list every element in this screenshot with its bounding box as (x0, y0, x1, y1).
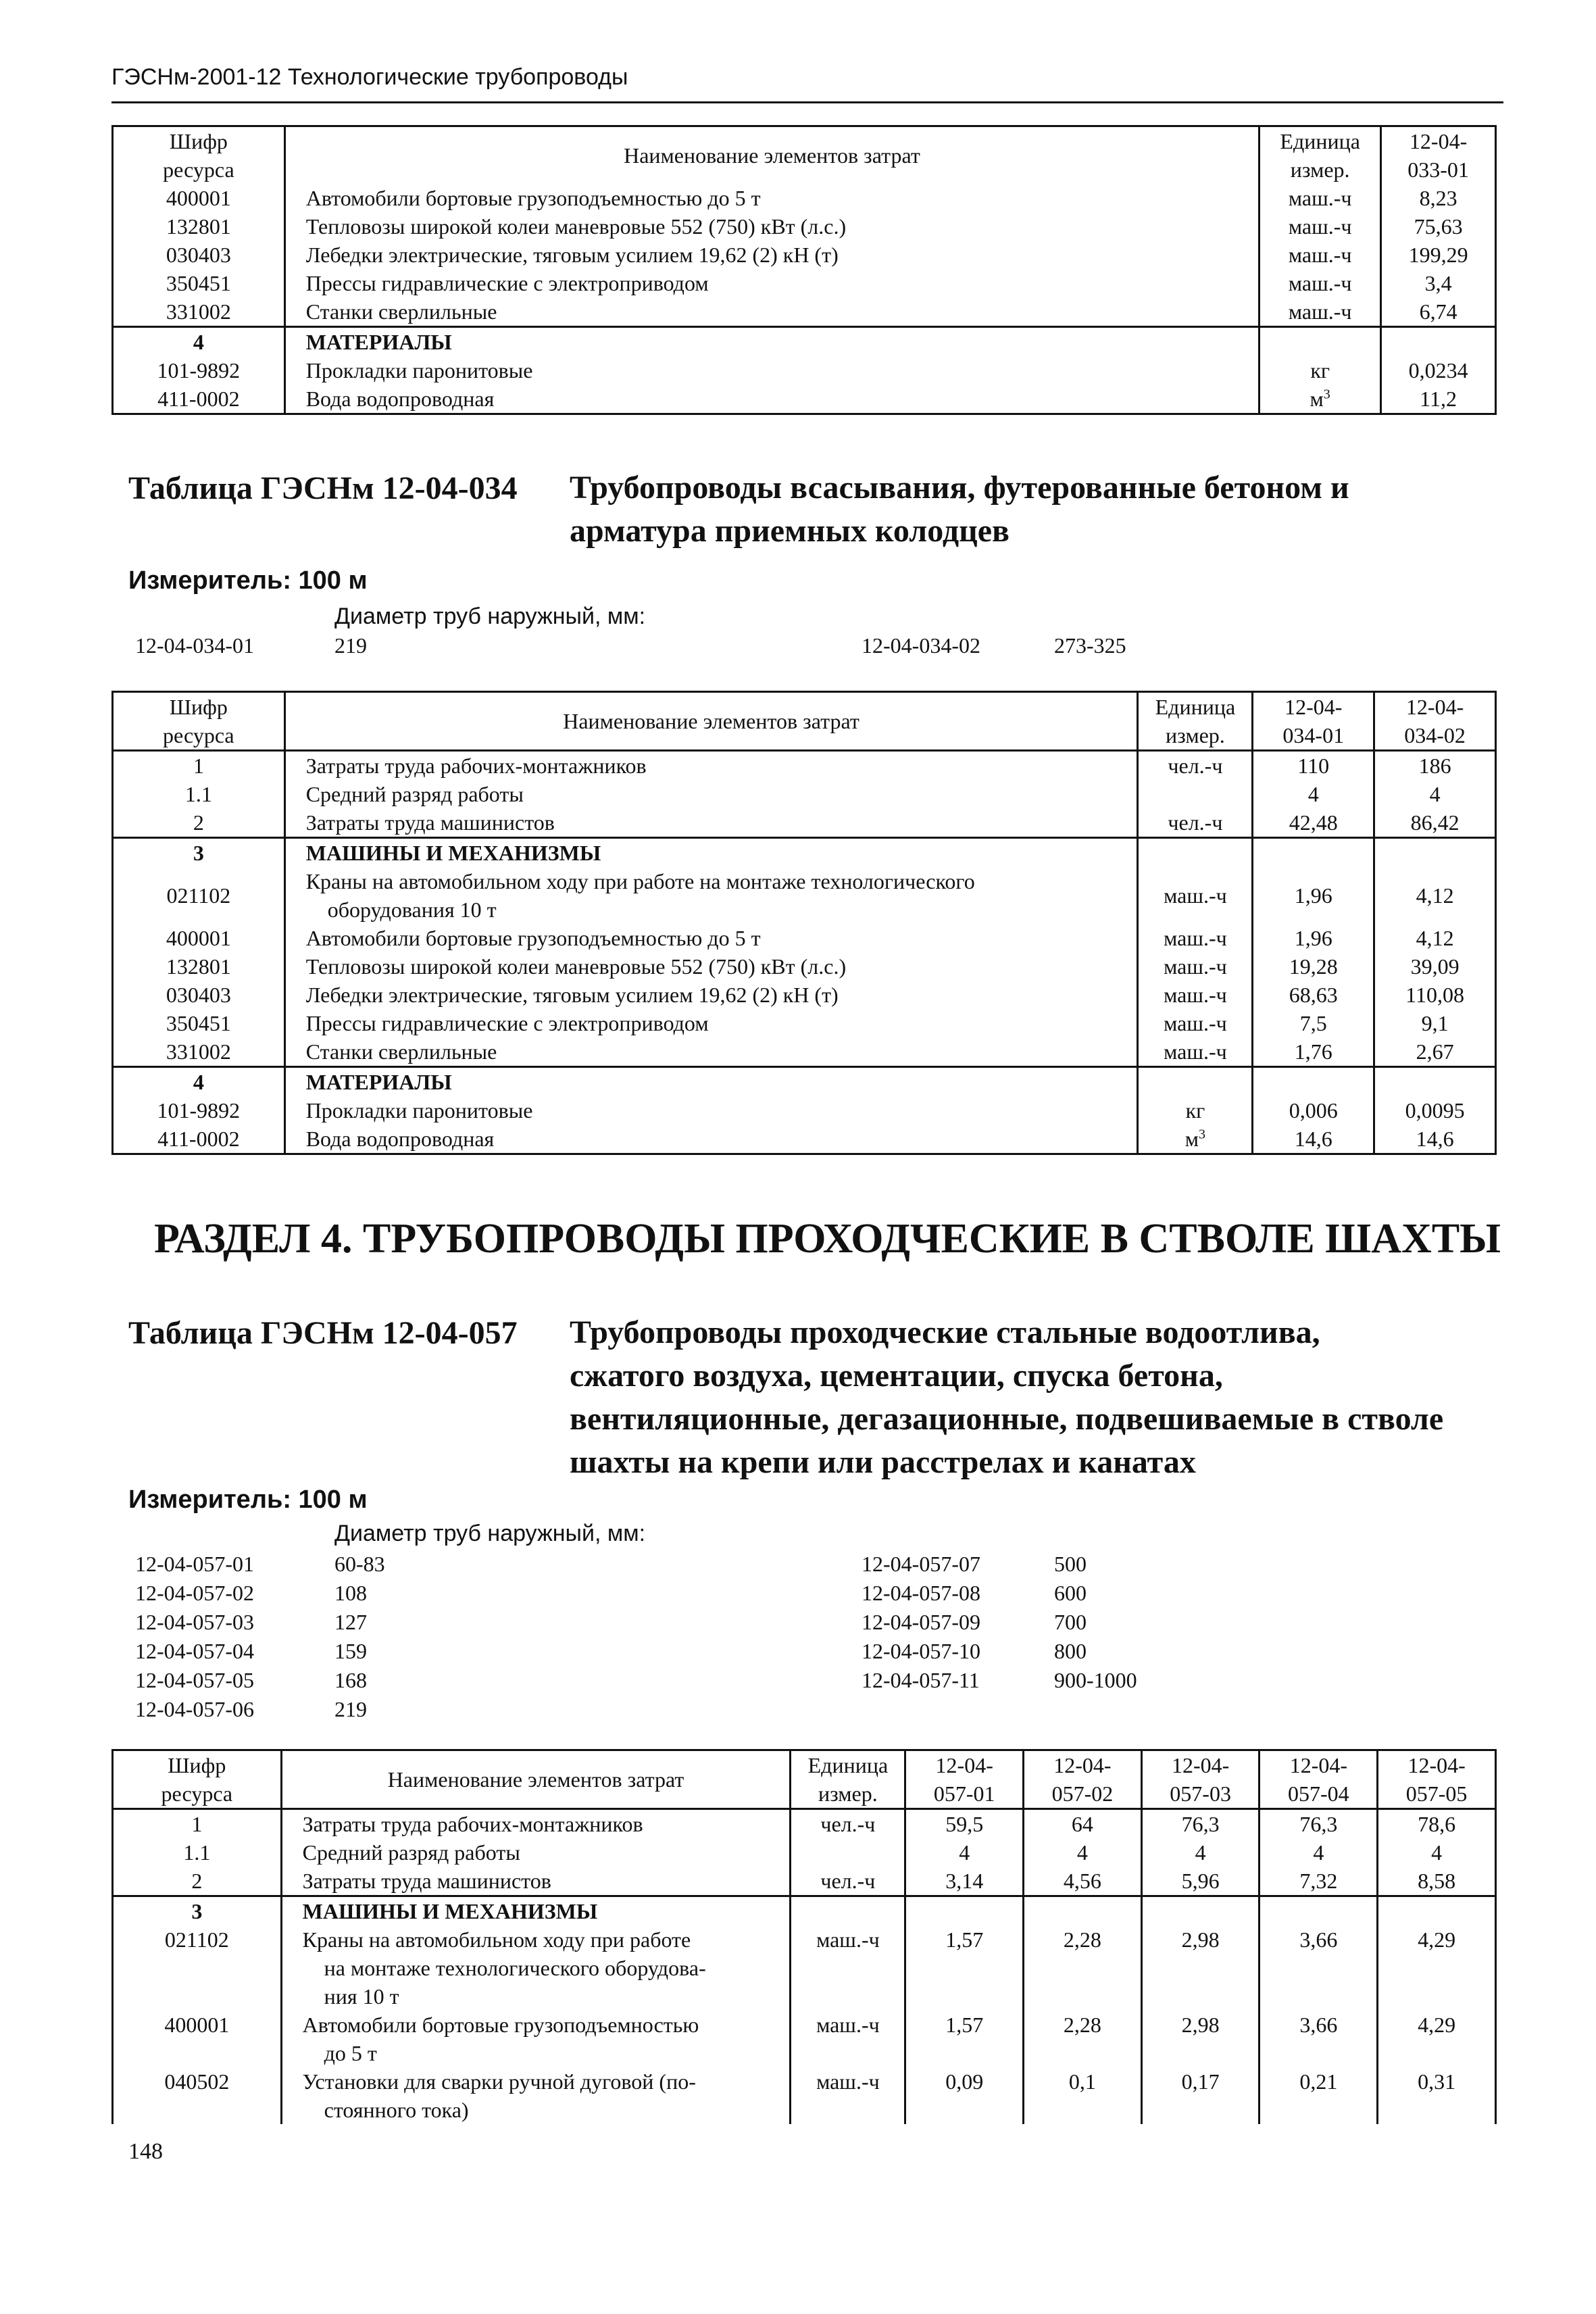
table-057-title-2: сжатого воздуха, цементации, спуска бетона, (570, 1358, 1223, 1394)
col-name-header: Наименование элементов затрат (284, 692, 1138, 751)
value-cell: 59,5 (905, 1809, 1024, 1839)
resource-name: Средний разряд работы (281, 1838, 791, 1867)
resource-unit (1138, 1037, 1253, 1067)
table-034 (111, 691, 1497, 1155)
resource-unit (1260, 297, 1381, 327)
resource-unit (1260, 269, 1381, 297)
unit-text: маш.-ч (1164, 1039, 1227, 1064)
value-cell: 1,96 (1253, 867, 1374, 924)
resource-name: Тепловозы широкой колеи маневровые 552 (750) кВт (л.с.) (284, 212, 1260, 241)
resource-name: Лебедки электрические, тяговым усилием 19,62 (2) кН (т) (284, 241, 1260, 269)
resource-name-line: Краны на автомобильном ходу при работе на монтаже технологического (305, 869, 975, 893)
value-cell: 110 (1253, 751, 1374, 781)
variant-code: 12-04-057-04 (135, 1639, 254, 1663)
col-v5-header: 12-04- 057-05 (1378, 1750, 1496, 1809)
resource-code: 2 (113, 1867, 282, 1896)
resource-name-line: Затраты труда машинистов (305, 810, 555, 835)
unit-text: маш.-ч (1288, 186, 1352, 210)
resource-code: 101-9892 (113, 356, 285, 385)
resource-name-line: Автомобили бортовые грузоподъемностью до 5 т (305, 926, 761, 950)
table-row (113, 297, 1496, 327)
resource-name: Прессы гидравлические с электроприводом (284, 269, 1260, 297)
resource-name-line: Тепловозы широкой колеи маневровые 552 (750) кВт (л.с.) (305, 954, 847, 979)
value-cell: 4,56 (1024, 1867, 1142, 1896)
value-cell: 2,28 (1024, 1925, 1142, 2011)
resource-unit (1260, 385, 1381, 414)
resource-unit (1138, 1125, 1253, 1154)
resource-name: Станки сверлильные (284, 297, 1260, 327)
resource-name: Прокладки паронитовые (284, 356, 1260, 385)
variant-value: 500 (1054, 1552, 1087, 1576)
resource-code: 021102 (113, 1925, 282, 2011)
value-cell: 1,76 (1253, 1037, 1374, 1067)
resource-code: 411-0002 (113, 1125, 285, 1154)
resource-name: Затраты труда рабочих-монтажников (281, 1809, 791, 1839)
variant-value: 800 (1054, 1639, 1087, 1663)
unit-text: маш.-ч (1164, 883, 1227, 908)
table-row (113, 751, 1496, 781)
value-cell: 110,08 (1374, 981, 1496, 1009)
resource-code: 1 (113, 751, 285, 781)
resource-code: 400001 (113, 2011, 282, 2067)
resource-name: Затраты труда машинистов (281, 1867, 791, 1896)
value-cell: 199,29 (1381, 241, 1496, 269)
table-row (113, 1838, 1496, 1867)
variant-value: 273-325 (1054, 633, 1126, 658)
table-row (113, 1809, 1496, 1839)
value-cell: 2,98 (1141, 1925, 1260, 2011)
variant-code: 12-04-057-11 (862, 1668, 980, 1692)
resource-code: 1.1 (113, 780, 285, 808)
resource-name-line: Краны на автомобильном ходу при работе (302, 1927, 691, 1952)
table-057-diameter-caption: Диаметр труб наружный, мм: (334, 1521, 646, 1546)
value-cell: 0,09 (905, 2067, 1024, 2124)
table-row (113, 1096, 1496, 1125)
value-cell: 5,96 (1141, 1867, 1260, 1896)
col-v1-header: 12-04- 034-01 (1253, 692, 1374, 751)
group-name: МАШИНЫ И МЕХАНИЗМЫ (281, 1896, 791, 1926)
resource-name-line: Прессы гидравлические с электроприводом (305, 1011, 709, 1035)
resource-code: 331002 (113, 297, 285, 327)
value-cell: 3,4 (1381, 269, 1496, 297)
unit-superscript: 3 (1199, 1127, 1206, 1142)
col-unit-header: Единица измер. (1260, 126, 1381, 184)
table-row (113, 184, 1496, 212)
table-057-title-1: Трубопроводы проходческие стальные водоотлива, (570, 1314, 1320, 1350)
value-cell: 64 (1024, 1809, 1142, 1839)
col-v4-header: 12-04- 057-04 (1260, 1750, 1378, 1809)
table-row (113, 924, 1496, 952)
unit-superscript: 3 (1323, 387, 1330, 402)
resource-name: Вода водопроводная (284, 385, 1260, 414)
value-cell: 14,6 (1374, 1125, 1496, 1154)
table-033-header (113, 126, 1496, 184)
table-057-header (113, 1750, 1496, 1809)
value-cell: 1,57 (905, 1925, 1024, 2011)
table-row (113, 356, 1496, 385)
resource-name-line: до 5 т (324, 2041, 377, 2065)
variant-code: 12-04-057-02 (135, 1581, 254, 1605)
table-057-title-4: шахты на крепи или расстрелах и канатах (570, 1444, 1196, 1480)
value-cell: 14,6 (1253, 1125, 1374, 1154)
unit-text: маш.-ч (1164, 954, 1227, 979)
unit-text: чел.-ч (1168, 754, 1223, 778)
resource-code: 411-0002 (113, 385, 285, 414)
col-v2-header: 12-04- 034-02 (1374, 692, 1496, 751)
resource-unit (1260, 356, 1381, 385)
unit-text: маш.-ч (1288, 214, 1352, 239)
resource-unit: маш.-ч (791, 1925, 905, 2011)
unit-text: маш.-ч (1288, 271, 1352, 295)
table-row (113, 1867, 1496, 1896)
value-cell: 0,1 (1024, 2067, 1142, 2124)
col-v1-header: 12-04- 057-01 (905, 1750, 1024, 1809)
table-057 (111, 1749, 1497, 2124)
resource-unit (1260, 212, 1381, 241)
resource-unit (1138, 867, 1253, 924)
col-code-header: Шифр ресурса (113, 1750, 282, 1809)
variant-code: 12-04-057-09 (862, 1610, 980, 1634)
resource-code: 400001 (113, 924, 285, 952)
value-cell: 2,98 (1141, 2011, 1260, 2067)
resource-unit (1138, 808, 1253, 838)
value-cell: 86,42 (1374, 808, 1496, 838)
table-034-label: Таблица ГЭСНм 12-04-034 (128, 470, 518, 506)
value-cell: 6,74 (1381, 297, 1496, 327)
resource-code: 030403 (113, 981, 285, 1009)
resource-unit (1138, 981, 1253, 1009)
variant-code: 12-04-034-02 (862, 633, 980, 658)
section-title: РАЗДЕЛ 4. ТРУБОПРОВОДЫ ПРОХОДЧЕСКИЕ В СТВОЛЕ ШАХТЫ (154, 1216, 1501, 1262)
table-row (113, 1925, 1496, 2011)
value-cell: 39,09 (1374, 952, 1496, 981)
value-cell: 4 (1374, 780, 1496, 808)
variant-value: 600 (1054, 1581, 1087, 1605)
resource-name-line: оборудования 10 т (327, 897, 497, 922)
value-cell: 0,17 (1141, 2067, 1260, 2124)
table-row (113, 1009, 1496, 1037)
value-cell: 7,5 (1253, 1009, 1374, 1037)
group-name: МАТЕРИАЛЫ (284, 1067, 1138, 1097)
resource-name (284, 1009, 1138, 1037)
value-cell: 4 (1378, 1838, 1496, 1867)
variant-value: 127 (334, 1610, 367, 1634)
value-cell: 186 (1374, 751, 1496, 781)
table-057-label: Таблица ГЭСНм 12-04-057 (128, 1315, 518, 1351)
variant-code: 12-04-057-08 (862, 1581, 980, 1605)
resource-name-line: Прокладки паронитовые (305, 1098, 533, 1123)
value-cell: 1,96 (1253, 924, 1374, 952)
unit-text: маш.-ч (1164, 1011, 1227, 1035)
value-cell: 11,2 (1381, 385, 1496, 414)
variant-value: 60-83 (334, 1552, 385, 1576)
col-v2-header: 12-04- 057-02 (1024, 1750, 1142, 1809)
col-name-header: Наименование элементов затрат (284, 126, 1260, 184)
variant-value: 108 (334, 1581, 367, 1605)
value-cell: 76,3 (1141, 1809, 1260, 1839)
resource-name (284, 1037, 1138, 1067)
unit-text: чел.-ч (1168, 810, 1223, 835)
unit-text: маш.-ч (1164, 926, 1227, 950)
materials-group-row (113, 327, 1496, 357)
unit-text: м (1310, 387, 1324, 411)
unit-text: маш.-ч (1288, 299, 1352, 324)
resource-code: 400001 (113, 184, 285, 212)
resource-unit (1138, 1009, 1253, 1037)
table-row (113, 385, 1496, 414)
value-cell: 7,32 (1260, 1867, 1378, 1896)
resource-name-line: Средний разряд работы (305, 782, 524, 806)
table-034-header (113, 692, 1496, 751)
unit-text: кг (1310, 358, 1330, 383)
group-code: 3 (113, 838, 285, 868)
resource-code: 2 (113, 808, 285, 838)
value-cell: 3,14 (905, 1867, 1024, 1896)
value-cell: 0,006 (1253, 1096, 1374, 1125)
variant-value: 159 (334, 1639, 367, 1663)
resource-code: 132801 (113, 952, 285, 981)
resource-code: 040502 (113, 2067, 282, 2124)
resource-name (284, 751, 1138, 781)
unit-text: маш.-ч (1288, 243, 1352, 267)
header-rule (111, 101, 1503, 103)
value-cell: 42,48 (1253, 808, 1374, 838)
value-cell: 3,66 (1260, 1925, 1378, 2011)
col-v3-header: 12-04- 057-03 (1141, 1750, 1260, 1809)
machines-group-row (113, 838, 1496, 868)
value-cell: 1,57 (905, 2011, 1024, 2067)
unit-text: маш.-ч (1164, 983, 1227, 1007)
resource-name (284, 1096, 1138, 1125)
resource-name (281, 1925, 791, 2011)
value-cell: 8,23 (1381, 184, 1496, 212)
col-v1-header: 12-04- 033-01 (1381, 126, 1496, 184)
resource-name (284, 867, 1138, 924)
group-code: 3 (113, 1896, 282, 1926)
resource-unit (1138, 924, 1253, 952)
table-row (113, 212, 1496, 241)
resource-unit: маш.-ч (791, 2011, 905, 2067)
variant-code: 12-04-057-06 (135, 1697, 254, 1721)
value-cell: 4,12 (1374, 867, 1496, 924)
table-034-diameter-caption: Диаметр труб наружный, мм: (334, 604, 646, 629)
resource-name (284, 924, 1138, 952)
variant-code: 12-04-057-07 (862, 1552, 980, 1576)
resource-code: 331002 (113, 1037, 285, 1067)
value-cell: 19,28 (1253, 952, 1374, 981)
machines-group-row (113, 1896, 1496, 1926)
resource-name-line: стоянного тока) (324, 2098, 469, 2122)
value-cell: 2,28 (1024, 2011, 1142, 2067)
resource-unit (1138, 780, 1253, 808)
value-cell: 3,66 (1260, 2011, 1378, 2067)
group-code: 4 (113, 1067, 285, 1097)
resource-name (281, 2011, 791, 2067)
col-unit-header: Единица измер. (791, 1750, 905, 1809)
resource-name-line: на монтаже технологического оборудова- (324, 1956, 706, 1980)
col-code-header: Шифр ресурса (113, 126, 285, 184)
table-row (113, 981, 1496, 1009)
resource-unit: чел.-ч (791, 1809, 905, 1839)
table-row (113, 952, 1496, 981)
group-name: МАТЕРИАЛЫ (284, 327, 1260, 357)
resource-unit (1260, 184, 1381, 212)
table-057-title-3: вентиляционные, дегазационные, подвешиваемые в стволе (570, 1401, 1444, 1437)
col-unit-header: Единица измер. (1138, 692, 1253, 751)
resource-name-line: Затраты труда рабочих-монтажников (305, 754, 647, 778)
table-034-title-1: Трубопроводы всасывания, футерованные бетоном и (570, 470, 1349, 506)
group-code: 4 (113, 327, 285, 357)
value-cell: 9,1 (1374, 1009, 1496, 1037)
variant-value: 219 (334, 1697, 367, 1721)
col-code-header: Шифр ресурса (113, 692, 285, 751)
variant-code: 12-04-057-01 (135, 1552, 254, 1576)
resource-unit (1138, 1096, 1253, 1125)
table-row (113, 2011, 1496, 2067)
variant-value: 219 (334, 633, 367, 658)
unit-text: кг (1185, 1098, 1205, 1123)
table-row (113, 780, 1496, 808)
value-cell: 0,0234 (1381, 356, 1496, 385)
resource-name (284, 952, 1138, 981)
value-cell: 4,29 (1378, 1925, 1496, 2011)
unit-text: м (1184, 1127, 1199, 1151)
resource-unit (1138, 751, 1253, 781)
table-057-measure: Измеритель: 100 м (128, 1485, 368, 1514)
resource-unit (791, 1838, 905, 1867)
resource-code: 1 (113, 1809, 282, 1839)
value-cell: 4,29 (1378, 2011, 1496, 2067)
variant-code: 12-04-057-03 (135, 1610, 254, 1634)
value-cell: 68,63 (1253, 981, 1374, 1009)
value-cell: 4 (905, 1838, 1024, 1867)
table-row (113, 1125, 1496, 1154)
resource-name-line: Вода водопроводная (305, 1127, 495, 1151)
table-row (113, 808, 1496, 838)
materials-group-row (113, 1067, 1496, 1097)
value-cell: 4 (1260, 1838, 1378, 1867)
variant-value: 900-1000 (1054, 1668, 1137, 1692)
table-row (113, 2067, 1496, 2124)
col-name-header: Наименование элементов затрат (281, 1750, 791, 1809)
value-cell: 0,21 (1260, 2067, 1378, 2124)
table-033 (111, 125, 1497, 415)
variant-code: 12-04-034-01 (135, 633, 254, 658)
variant-value: 700 (1054, 1610, 1087, 1634)
value-cell: 4 (1253, 780, 1374, 808)
resource-name-line: Автомобили бортовые грузоподъемностью (302, 2013, 699, 2037)
resource-unit (1138, 952, 1253, 981)
variant-code: 12-04-057-05 (135, 1668, 254, 1692)
table-row (113, 269, 1496, 297)
resource-code: 132801 (113, 212, 285, 241)
value-cell: 78,6 (1378, 1809, 1496, 1839)
table-row (113, 867, 1496, 924)
value-cell: 0,0095 (1374, 1096, 1496, 1125)
table-row (113, 241, 1496, 269)
value-cell: 4 (1024, 1838, 1142, 1867)
value-cell: 8,58 (1378, 1867, 1496, 1896)
resource-name (281, 2067, 791, 2124)
resource-unit: чел.-ч (791, 1867, 905, 1896)
value-cell: 2,67 (1374, 1037, 1496, 1067)
resource-code: 030403 (113, 241, 285, 269)
resource-name (284, 780, 1138, 808)
resource-name: Автомобили бортовые грузоподъемностью до 5 т (284, 184, 1260, 212)
resource-name-line: Станки сверлильные (305, 1039, 497, 1064)
value-cell: 76,3 (1260, 1809, 1378, 1839)
variant-value: 168 (334, 1668, 367, 1692)
running-header: ГЭСНм-2001-12 Технологические трубопроводы (111, 64, 628, 90)
value-cell: 4,12 (1374, 924, 1496, 952)
resource-code: 101-9892 (113, 1096, 285, 1125)
resource-unit (1260, 241, 1381, 269)
resource-name-line: ния 10 т (324, 1984, 399, 2009)
resource-code: 021102 (113, 867, 285, 924)
table-034-measure: Измеритель: 100 м (128, 566, 368, 595)
resource-code: 1.1 (113, 1838, 282, 1867)
resource-name (284, 808, 1138, 838)
value-cell: 4 (1141, 1838, 1260, 1867)
resource-code: 350451 (113, 1009, 285, 1037)
resource-code: 350451 (113, 269, 285, 297)
value-cell: 0,31 (1378, 2067, 1496, 2124)
page-number: 148 (128, 2139, 163, 2164)
variant-code: 12-04-057-10 (862, 1639, 980, 1663)
table-row (113, 1037, 1496, 1067)
table-034-title-2: арматура приемных колодцев (570, 513, 1009, 549)
value-cell: 75,63 (1381, 212, 1496, 241)
resource-name-line: Лебедки электрические, тяговым усилием 19,62 (2) кН (т) (305, 983, 839, 1007)
resource-name (284, 1125, 1138, 1154)
resource-unit: маш.-ч (791, 2067, 905, 2124)
resource-name-line: Установки для сварки ручной дуговой (по- (302, 2069, 696, 2094)
resource-name (284, 981, 1138, 1009)
group-name: МАШИНЫ И МЕХАНИЗМЫ (284, 838, 1138, 868)
